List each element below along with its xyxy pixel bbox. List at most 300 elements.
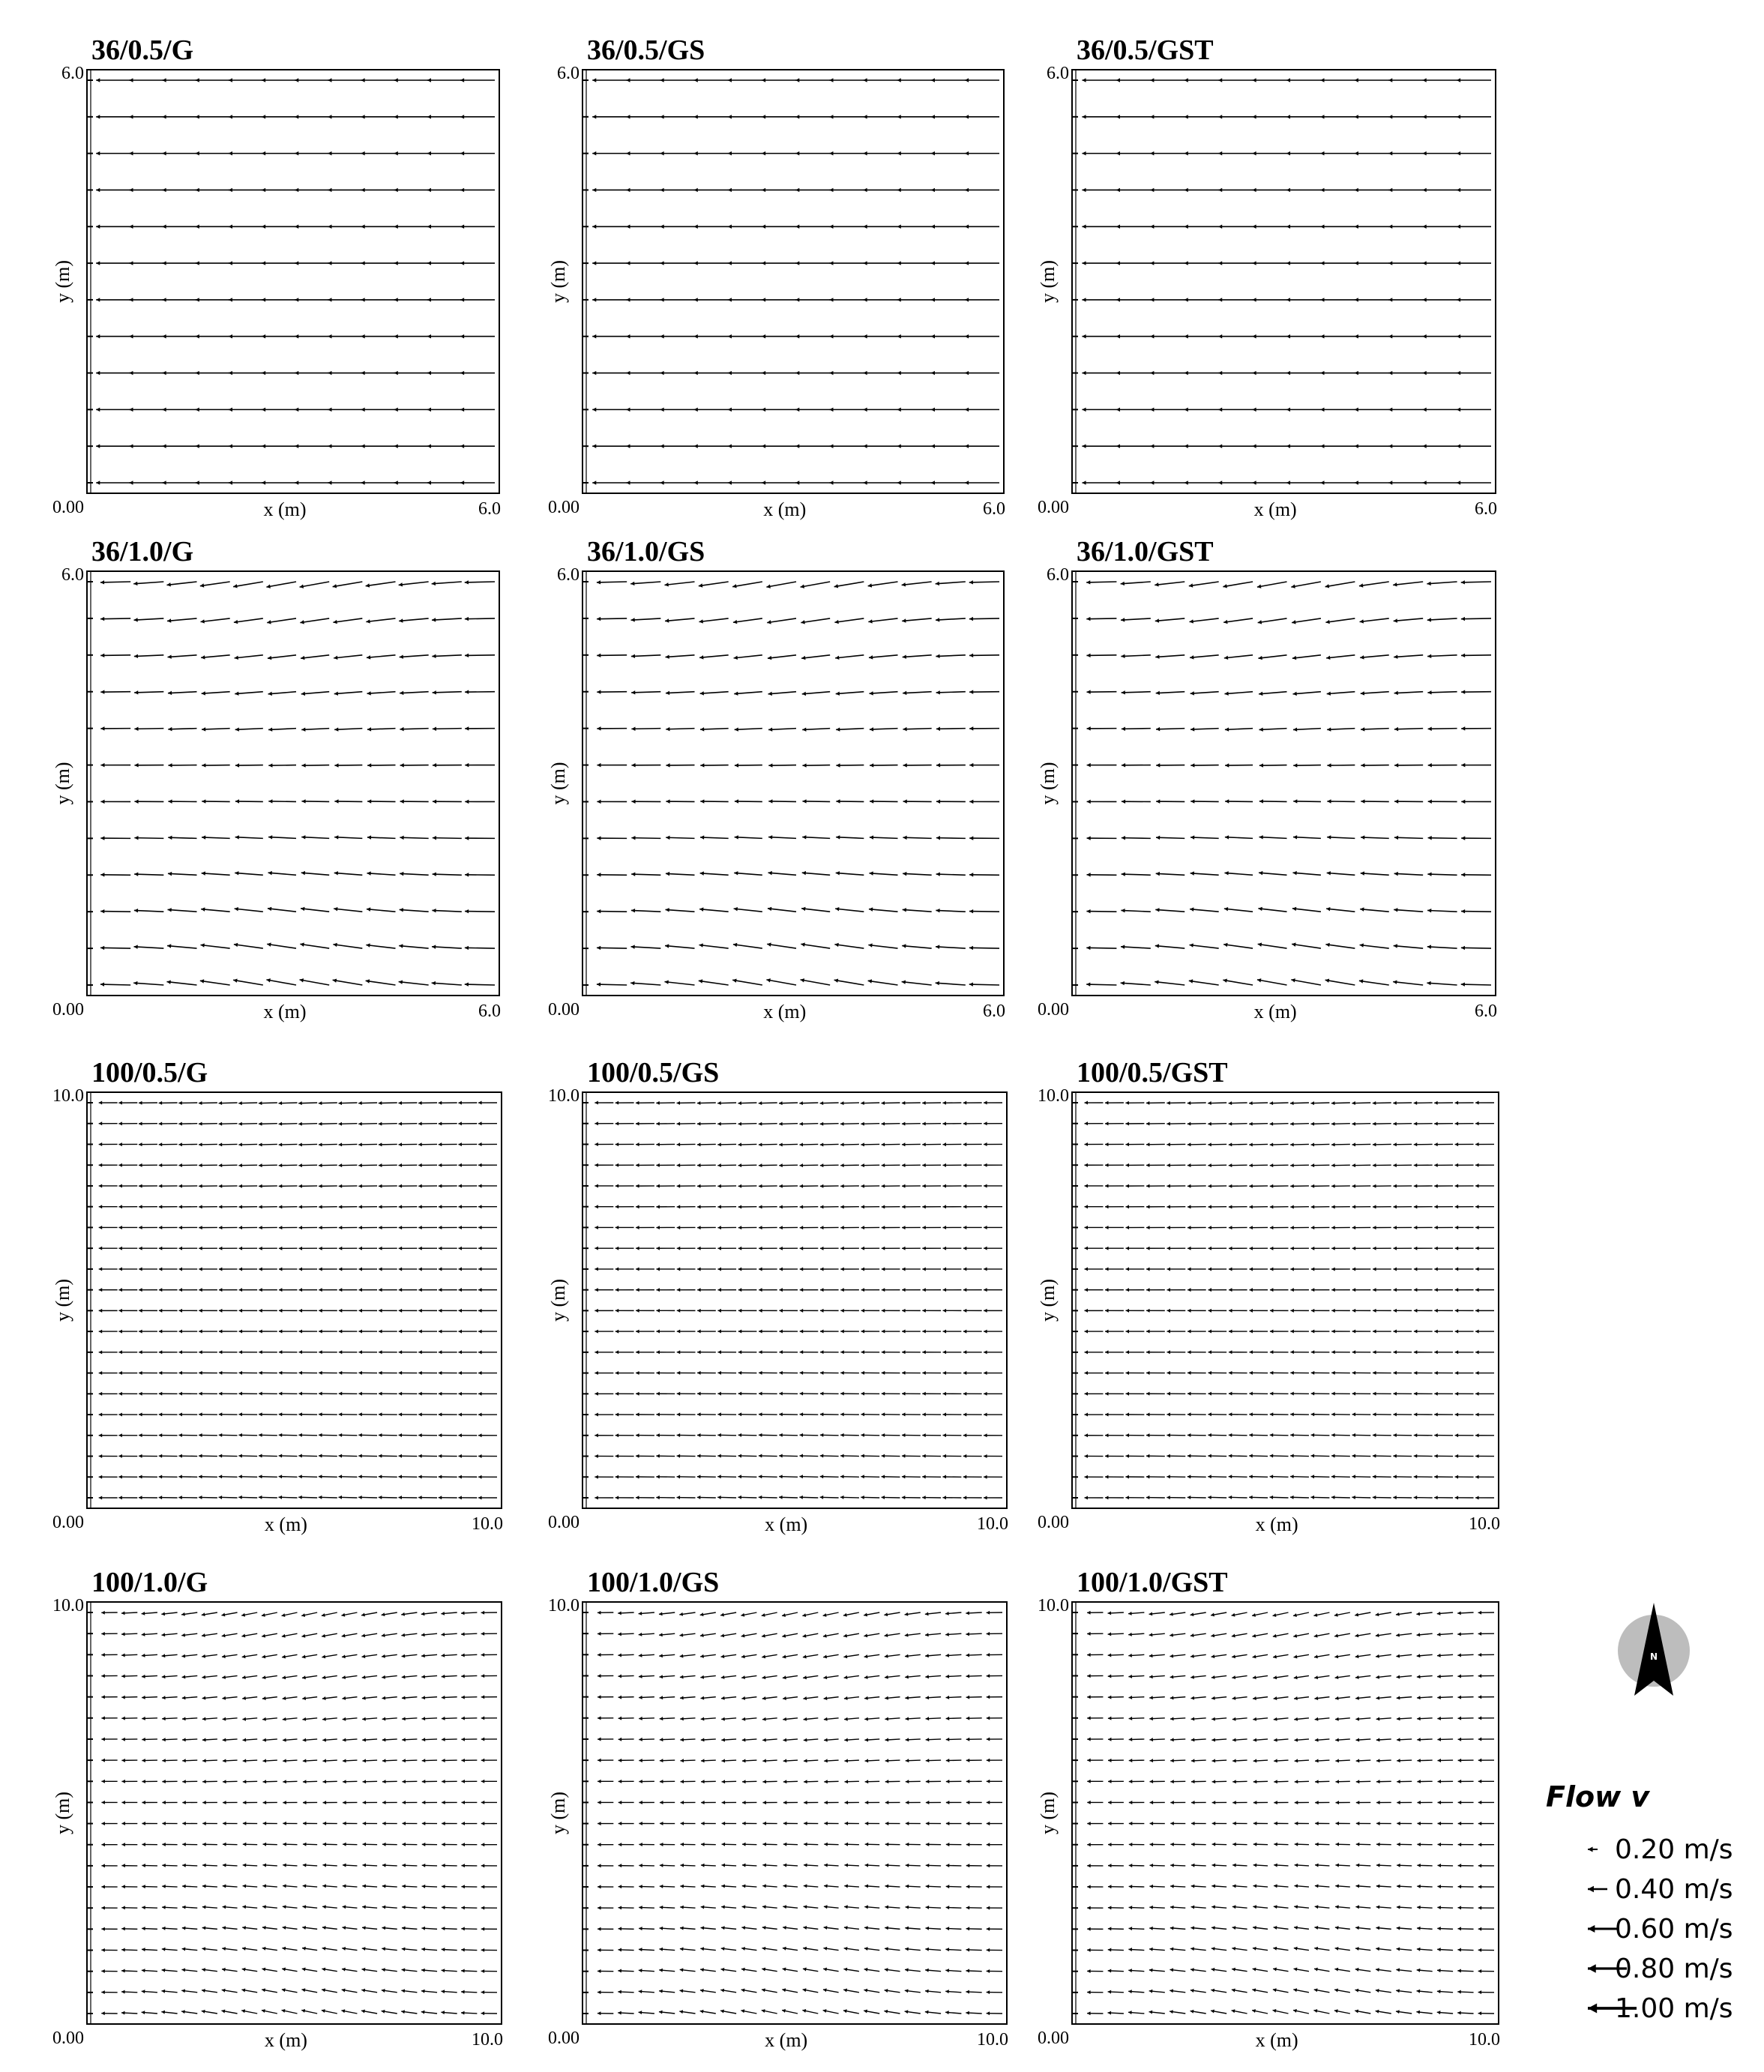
flow-arrow bbox=[1434, 1350, 1453, 1354]
flow-arrow bbox=[1232, 1947, 1247, 1951]
flow-arrow bbox=[118, 1350, 137, 1354]
flow-arrow bbox=[984, 1226, 1002, 1229]
flow-arrow bbox=[660, 298, 695, 301]
flow-arrow bbox=[618, 1759, 634, 1762]
flow-arrow bbox=[1417, 1822, 1432, 1825]
flow-arrow bbox=[1423, 151, 1457, 155]
flow-arrow bbox=[1294, 1675, 1309, 1679]
flow-arrow bbox=[984, 1371, 1002, 1375]
flow-arrow bbox=[905, 1989, 921, 1993]
flow-arrow bbox=[1434, 1496, 1453, 1499]
flow-arrow bbox=[118, 1184, 137, 1188]
flow-arrow bbox=[1253, 1905, 1268, 1909]
flow-arrow bbox=[361, 1989, 377, 1993]
flow-arrow bbox=[966, 1611, 981, 1615]
flow-arrow bbox=[1208, 1142, 1226, 1146]
flow-arrow bbox=[1457, 1927, 1473, 1930]
flow-arrow bbox=[1170, 1717, 1185, 1720]
flow-arrow bbox=[196, 115, 230, 118]
flow-arrow bbox=[341, 2009, 357, 2014]
flow-arrow bbox=[1457, 408, 1491, 412]
flow-arrow bbox=[162, 1927, 178, 1930]
flow-arrow bbox=[965, 408, 999, 412]
flow-arrow bbox=[618, 1801, 634, 1804]
flow-arrow bbox=[283, 1738, 297, 1742]
flow-arrow bbox=[282, 1947, 297, 1951]
flow-arrow bbox=[162, 1843, 177, 1846]
flow-arrow bbox=[178, 1412, 197, 1416]
flow-arrow bbox=[1126, 1392, 1145, 1396]
flow-arrow bbox=[1232, 1989, 1247, 1993]
flow-arrow bbox=[402, 1801, 417, 1804]
flow-arrow bbox=[361, 481, 396, 484]
flow-arrow bbox=[597, 1948, 613, 1952]
flow-arrow bbox=[427, 261, 462, 265]
flow-arrow bbox=[969, 763, 999, 767]
flow-arrow bbox=[100, 763, 130, 767]
flow-arrow bbox=[234, 943, 263, 948]
flow-arrow bbox=[1388, 481, 1423, 484]
flow-arrow bbox=[926, 1780, 941, 1783]
flow-arrow bbox=[768, 655, 796, 660]
flow-arrow bbox=[319, 1267, 337, 1271]
flow-arrow bbox=[458, 1371, 477, 1375]
flow-arrow bbox=[987, 1738, 1002, 1741]
flow-arrow bbox=[182, 1717, 197, 1720]
flow-arrow bbox=[1253, 298, 1287, 301]
flow-arrow bbox=[984, 1350, 1002, 1354]
flow-arrow bbox=[303, 1738, 317, 1742]
flow-arrow bbox=[803, 1926, 818, 1930]
flow-arrow bbox=[133, 582, 163, 585]
flow-arrow bbox=[99, 1205, 118, 1208]
flow-arrow bbox=[936, 654, 965, 658]
flow-arrow bbox=[1356, 1780, 1371, 1783]
flow-arrow bbox=[1314, 1988, 1330, 1992]
flow-arrow bbox=[804, 1759, 818, 1762]
flow-arrow bbox=[1331, 1163, 1350, 1167]
flow-arrow bbox=[864, 481, 898, 484]
flow-arrow bbox=[680, 1717, 695, 1720]
flow-arrow bbox=[118, 1288, 137, 1292]
flow-arrow bbox=[178, 1122, 197, 1126]
flow-arrow bbox=[636, 1371, 654, 1375]
flow-arrow bbox=[697, 1226, 716, 1229]
flow-arrow bbox=[300, 978, 330, 985]
flow-arrow bbox=[418, 1371, 437, 1375]
flow-arrow bbox=[1478, 1990, 1494, 1994]
flow-arrow bbox=[129, 115, 163, 118]
plot-frame bbox=[1072, 70, 1496, 493]
flow-arrow bbox=[1331, 1267, 1350, 1271]
flow-arrow bbox=[1457, 151, 1491, 155]
flow-arrow bbox=[820, 1184, 839, 1188]
flow-arrow bbox=[1290, 1267, 1309, 1271]
flow-arrow bbox=[942, 1454, 961, 1458]
flow-arrow bbox=[741, 1968, 756, 1972]
flow-arrow bbox=[800, 1184, 819, 1188]
flow-arrow bbox=[1149, 1654, 1165, 1657]
flow-arrow bbox=[298, 1205, 317, 1208]
flow-arrow bbox=[717, 1205, 736, 1208]
flow-arrow bbox=[1320, 188, 1355, 192]
flow-arrow bbox=[129, 444, 163, 448]
flow-arrow bbox=[361, 334, 396, 338]
flow-arrow bbox=[694, 481, 729, 484]
flow-arrow bbox=[1105, 1205, 1124, 1208]
flow-arrow bbox=[618, 1780, 634, 1783]
flow-arrow bbox=[139, 1475, 157, 1479]
flow-arrow bbox=[779, 1496, 798, 1499]
flow-arrow bbox=[442, 1864, 457, 1867]
flow-arrow bbox=[1475, 1142, 1494, 1146]
flow-arrow bbox=[594, 1267, 613, 1271]
flow-arrow bbox=[461, 1801, 477, 1804]
flow-arrow bbox=[734, 655, 762, 660]
flow-arrow bbox=[358, 1330, 377, 1334]
flow-arrow bbox=[963, 1121, 982, 1125]
flow-arrow bbox=[1293, 835, 1321, 839]
flow-arrow bbox=[399, 980, 429, 985]
flow-arrow bbox=[319, 1163, 337, 1167]
flow-arrow bbox=[382, 2010, 397, 2014]
flow-arrow bbox=[1208, 1226, 1226, 1229]
y-tick-label: 6.0 bbox=[61, 64, 84, 83]
flow-arrow bbox=[139, 1454, 157, 1458]
flow-arrow bbox=[1126, 1205, 1145, 1208]
flow-arrow bbox=[121, 1990, 137, 1994]
flow-arrow bbox=[803, 1675, 818, 1679]
flow-arrow bbox=[196, 408, 230, 412]
flow-arrow bbox=[1361, 727, 1389, 731]
flow-arrow bbox=[1352, 1475, 1370, 1478]
flow-arrow bbox=[1190, 1696, 1205, 1700]
flow-arrow bbox=[478, 1433, 497, 1437]
panel-36-0.5-GST bbox=[1037, 34, 1497, 520]
flow-arrow bbox=[1478, 1674, 1494, 1678]
flow-arrow bbox=[1087, 1801, 1103, 1804]
flow-arrow bbox=[823, 1675, 838, 1679]
flow-arrow bbox=[101, 1885, 117, 1888]
flow-arrow bbox=[421, 1675, 437, 1678]
flow-arrow bbox=[1397, 1948, 1412, 1951]
flow-arrow bbox=[922, 1454, 941, 1458]
flow-arrow bbox=[379, 1392, 397, 1396]
flow-arrow bbox=[1311, 1205, 1330, 1208]
flow-arrow bbox=[1149, 1633, 1165, 1636]
flow-arrow bbox=[631, 618, 661, 621]
flow-arrow bbox=[1394, 799, 1423, 803]
flow-arrow bbox=[1184, 225, 1219, 229]
flow-arrow bbox=[166, 582, 196, 587]
flow-arrow bbox=[262, 2009, 277, 2014]
flow-arrow bbox=[1423, 225, 1457, 229]
flow-arrow bbox=[1361, 799, 1388, 803]
flow-arrow bbox=[418, 1142, 437, 1146]
flow-arrow bbox=[943, 1247, 962, 1250]
flow-arrow bbox=[1320, 115, 1355, 118]
flow-arrow bbox=[134, 690, 163, 694]
flow-arrow bbox=[594, 1226, 613, 1229]
flow-arrow bbox=[1105, 1288, 1124, 1292]
flow-arrow bbox=[592, 261, 627, 265]
flow-arrow bbox=[823, 1654, 838, 1658]
flow-arrow bbox=[100, 580, 130, 584]
flow-arrow bbox=[906, 1801, 921, 1804]
flow-arrow bbox=[1105, 1101, 1124, 1105]
flow-arrow bbox=[1116, 225, 1151, 229]
flow-arrow bbox=[1311, 1122, 1330, 1126]
flow-arrow bbox=[1434, 1247, 1453, 1250]
flow-arrow bbox=[864, 1717, 879, 1721]
flow-arrow bbox=[631, 763, 660, 767]
flow-arrow bbox=[268, 799, 296, 803]
flow-arrow bbox=[333, 979, 363, 985]
flow-arrow bbox=[639, 1717, 654, 1720]
flow-arrow bbox=[478, 1163, 497, 1167]
flow-arrow bbox=[99, 1247, 118, 1250]
flow-arrow bbox=[362, 1696, 377, 1700]
flow-arrow bbox=[639, 1612, 654, 1615]
flow-arrow bbox=[966, 1653, 981, 1657]
panel-36-0.5-G bbox=[52, 34, 501, 520]
flow-arrow bbox=[799, 1496, 818, 1499]
flow-arrow bbox=[262, 1884, 277, 1888]
flow-arrow bbox=[762, 261, 796, 265]
flow-arrow bbox=[906, 1780, 921, 1783]
flow-arrow bbox=[323, 1843, 337, 1846]
flow-arrow bbox=[139, 1496, 157, 1499]
flow-arrow bbox=[1438, 1864, 1454, 1867]
flow-arrow bbox=[1434, 1142, 1453, 1146]
flow-arrow bbox=[1108, 1990, 1124, 1994]
flow-arrow bbox=[1108, 1759, 1124, 1762]
flow-arrow bbox=[1292, 907, 1321, 912]
flow-arrow bbox=[382, 1822, 397, 1825]
flow-arrow bbox=[478, 1330, 497, 1334]
flow-arrow bbox=[1475, 1205, 1494, 1208]
flow-arrow bbox=[1455, 1163, 1474, 1167]
flow-arrow bbox=[181, 1968, 197, 1972]
flow-arrow bbox=[1121, 654, 1150, 658]
flow-arrow bbox=[402, 1822, 417, 1825]
flow-arrow bbox=[178, 1142, 197, 1146]
flow-arrow bbox=[301, 871, 329, 875]
flow-arrow bbox=[721, 1717, 736, 1721]
flow-arrow bbox=[835, 655, 864, 660]
flow-arrow bbox=[262, 444, 296, 448]
flow-arrow bbox=[865, 1780, 880, 1783]
flow-arrow bbox=[884, 2010, 900, 2014]
flow-arrow bbox=[639, 1759, 654, 1762]
flow-arrow bbox=[694, 225, 729, 229]
flow-arrow bbox=[1295, 1801, 1309, 1804]
flow-arrow bbox=[1293, 727, 1321, 731]
flow-arrow bbox=[717, 1433, 736, 1437]
flow-arrow bbox=[804, 1864, 818, 1867]
flow-arrow bbox=[1461, 946, 1491, 950]
flow-arrow bbox=[333, 582, 363, 588]
flow-arrow bbox=[717, 1101, 736, 1105]
flow-arrow bbox=[597, 982, 627, 986]
flow-arrow bbox=[804, 1884, 818, 1888]
flow-arrow bbox=[118, 1454, 137, 1458]
flow-arrow bbox=[1150, 225, 1184, 229]
flow-arrow bbox=[1128, 1612, 1144, 1615]
flow-arrow bbox=[1427, 654, 1457, 658]
flow-arrow bbox=[1116, 188, 1151, 192]
flow-arrow bbox=[1257, 978, 1287, 985]
flow-arrow bbox=[680, 1968, 696, 1972]
flow-arrow bbox=[1190, 1926, 1205, 1930]
flow-arrow bbox=[1087, 1738, 1103, 1741]
flow-arrow bbox=[1290, 1101, 1309, 1105]
flow-arrow bbox=[1376, 1675, 1391, 1679]
flow-arrow bbox=[262, 1947, 277, 1951]
flow-arrow bbox=[418, 1205, 437, 1208]
flow-arrow bbox=[159, 1247, 178, 1250]
flow-arrow bbox=[223, 1738, 238, 1741]
flow-arrow bbox=[168, 872, 197, 876]
flow-arrow bbox=[427, 408, 462, 412]
flow-arrow bbox=[178, 1392, 197, 1396]
flow-arrow bbox=[268, 763, 296, 767]
flow-arrow bbox=[1082, 298, 1116, 301]
flow-arrow bbox=[361, 444, 396, 448]
flow-arrow bbox=[262, 1738, 277, 1742]
flow-arrow bbox=[142, 1717, 157, 1720]
flow-arrow bbox=[864, 1885, 879, 1888]
flow-arrow bbox=[664, 980, 694, 985]
flow-arrow bbox=[201, 907, 230, 912]
flow-arrow bbox=[263, 1780, 277, 1783]
flow-arrow bbox=[99, 1226, 118, 1229]
flow-arrow bbox=[1167, 1475, 1185, 1478]
flow-arrow bbox=[942, 1121, 961, 1125]
flow-arrow bbox=[946, 1696, 962, 1699]
flow-arrow bbox=[922, 1309, 941, 1313]
flow-arrow bbox=[342, 1947, 357, 1951]
flow-arrow bbox=[422, 1801, 437, 1804]
flow-arrow bbox=[1376, 1968, 1391, 1972]
flow-arrow bbox=[298, 1392, 317, 1396]
flow-arrow bbox=[762, 1633, 777, 1637]
flow-arrow bbox=[700, 835, 729, 839]
flow-arrow bbox=[1291, 582, 1321, 588]
flow-arrow bbox=[1434, 1412, 1453, 1416]
flow-arrow bbox=[1355, 444, 1389, 448]
legend-arrow bbox=[1588, 1847, 1598, 1852]
flow-arrow bbox=[1478, 1738, 1494, 1741]
flow-arrow bbox=[1155, 582, 1184, 587]
flow-arrow bbox=[1292, 655, 1321, 660]
flow-arrow bbox=[1224, 655, 1253, 660]
flow-arrow bbox=[1355, 408, 1389, 412]
flow-arrow bbox=[902, 1101, 921, 1105]
flow-arrow bbox=[1128, 1948, 1144, 1951]
flow-arrow bbox=[1249, 1392, 1268, 1396]
flow-arrow bbox=[802, 871, 830, 875]
flow-arrow bbox=[1388, 261, 1423, 265]
flow-arrow bbox=[926, 1801, 941, 1804]
flow-arrow bbox=[134, 945, 164, 948]
flow-arrow bbox=[178, 1163, 197, 1167]
flow-arrow bbox=[836, 763, 864, 767]
flow-arrow bbox=[1355, 225, 1389, 229]
flow-arrow bbox=[897, 151, 932, 155]
flow-arrow bbox=[963, 1309, 982, 1313]
flow-arrow bbox=[594, 1350, 613, 1354]
flow-arrow bbox=[319, 1226, 337, 1229]
flow-arrow bbox=[1388, 225, 1423, 229]
flow-arrow bbox=[363, 1780, 378, 1783]
flow-arrow bbox=[303, 1843, 317, 1846]
flow-arrow bbox=[262, 151, 296, 155]
flow-arrow bbox=[1320, 444, 1355, 448]
flow-arrow bbox=[279, 1288, 298, 1292]
flow-arrow bbox=[694, 444, 729, 448]
flow-arrow bbox=[118, 1226, 137, 1229]
flow-arrow bbox=[223, 1905, 238, 1909]
flow-arrow bbox=[1294, 1738, 1308, 1742]
flow-arrow bbox=[259, 1226, 277, 1229]
x-tick-label: 10.0 bbox=[1469, 2030, 1500, 2050]
flow-arrow bbox=[96, 408, 130, 412]
flow-arrow bbox=[279, 1475, 298, 1478]
flow-arrow bbox=[399, 1163, 418, 1167]
flow-arrow bbox=[1335, 1780, 1349, 1783]
flow-arrow bbox=[402, 1906, 417, 1909]
flow-arrow bbox=[458, 1412, 477, 1416]
flow-arrow bbox=[946, 1717, 962, 1720]
flow-arrow bbox=[1253, 334, 1287, 338]
flow-arrow bbox=[142, 1654, 157, 1657]
flow-arrow bbox=[1274, 1759, 1288, 1762]
flow-arrow bbox=[963, 1142, 982, 1146]
flow-arrow bbox=[161, 1612, 177, 1615]
plot-frame bbox=[583, 1602, 1007, 2024]
flow-arrow bbox=[1082, 115, 1116, 118]
flow-arrow bbox=[902, 980, 932, 985]
flow-arrow bbox=[1461, 654, 1491, 657]
flow-arrow bbox=[200, 979, 230, 985]
flow-arrow bbox=[178, 1454, 197, 1458]
flow-arrow bbox=[738, 1496, 756, 1499]
flow-arrow bbox=[631, 909, 660, 912]
flow-arrow bbox=[168, 727, 196, 731]
flow-arrow bbox=[219, 1350, 238, 1354]
flow-arrow bbox=[1388, 334, 1423, 338]
flow-arrow bbox=[1087, 1780, 1103, 1783]
flow-arrow bbox=[439, 1267, 457, 1271]
flow-arrow bbox=[161, 2011, 177, 2014]
plot-frame bbox=[1072, 571, 1496, 996]
flow-arrow bbox=[460, 371, 495, 375]
flow-arrow bbox=[824, 1864, 838, 1867]
flow-arrow bbox=[903, 836, 931, 840]
flow-arrow bbox=[1417, 1759, 1432, 1762]
flow-arrow bbox=[1417, 1801, 1432, 1804]
flow-arrow bbox=[182, 1780, 197, 1783]
flow-arrow bbox=[1184, 261, 1219, 265]
flow-arrow bbox=[902, 1163, 921, 1167]
flow-arrow bbox=[762, 225, 796, 229]
flow-arrow bbox=[1125, 1142, 1144, 1146]
flow-arrow bbox=[1457, 261, 1491, 265]
flow-arrow bbox=[1229, 1392, 1247, 1396]
flow-arrow bbox=[680, 1675, 696, 1678]
flow-arrow bbox=[639, 1969, 654, 1972]
